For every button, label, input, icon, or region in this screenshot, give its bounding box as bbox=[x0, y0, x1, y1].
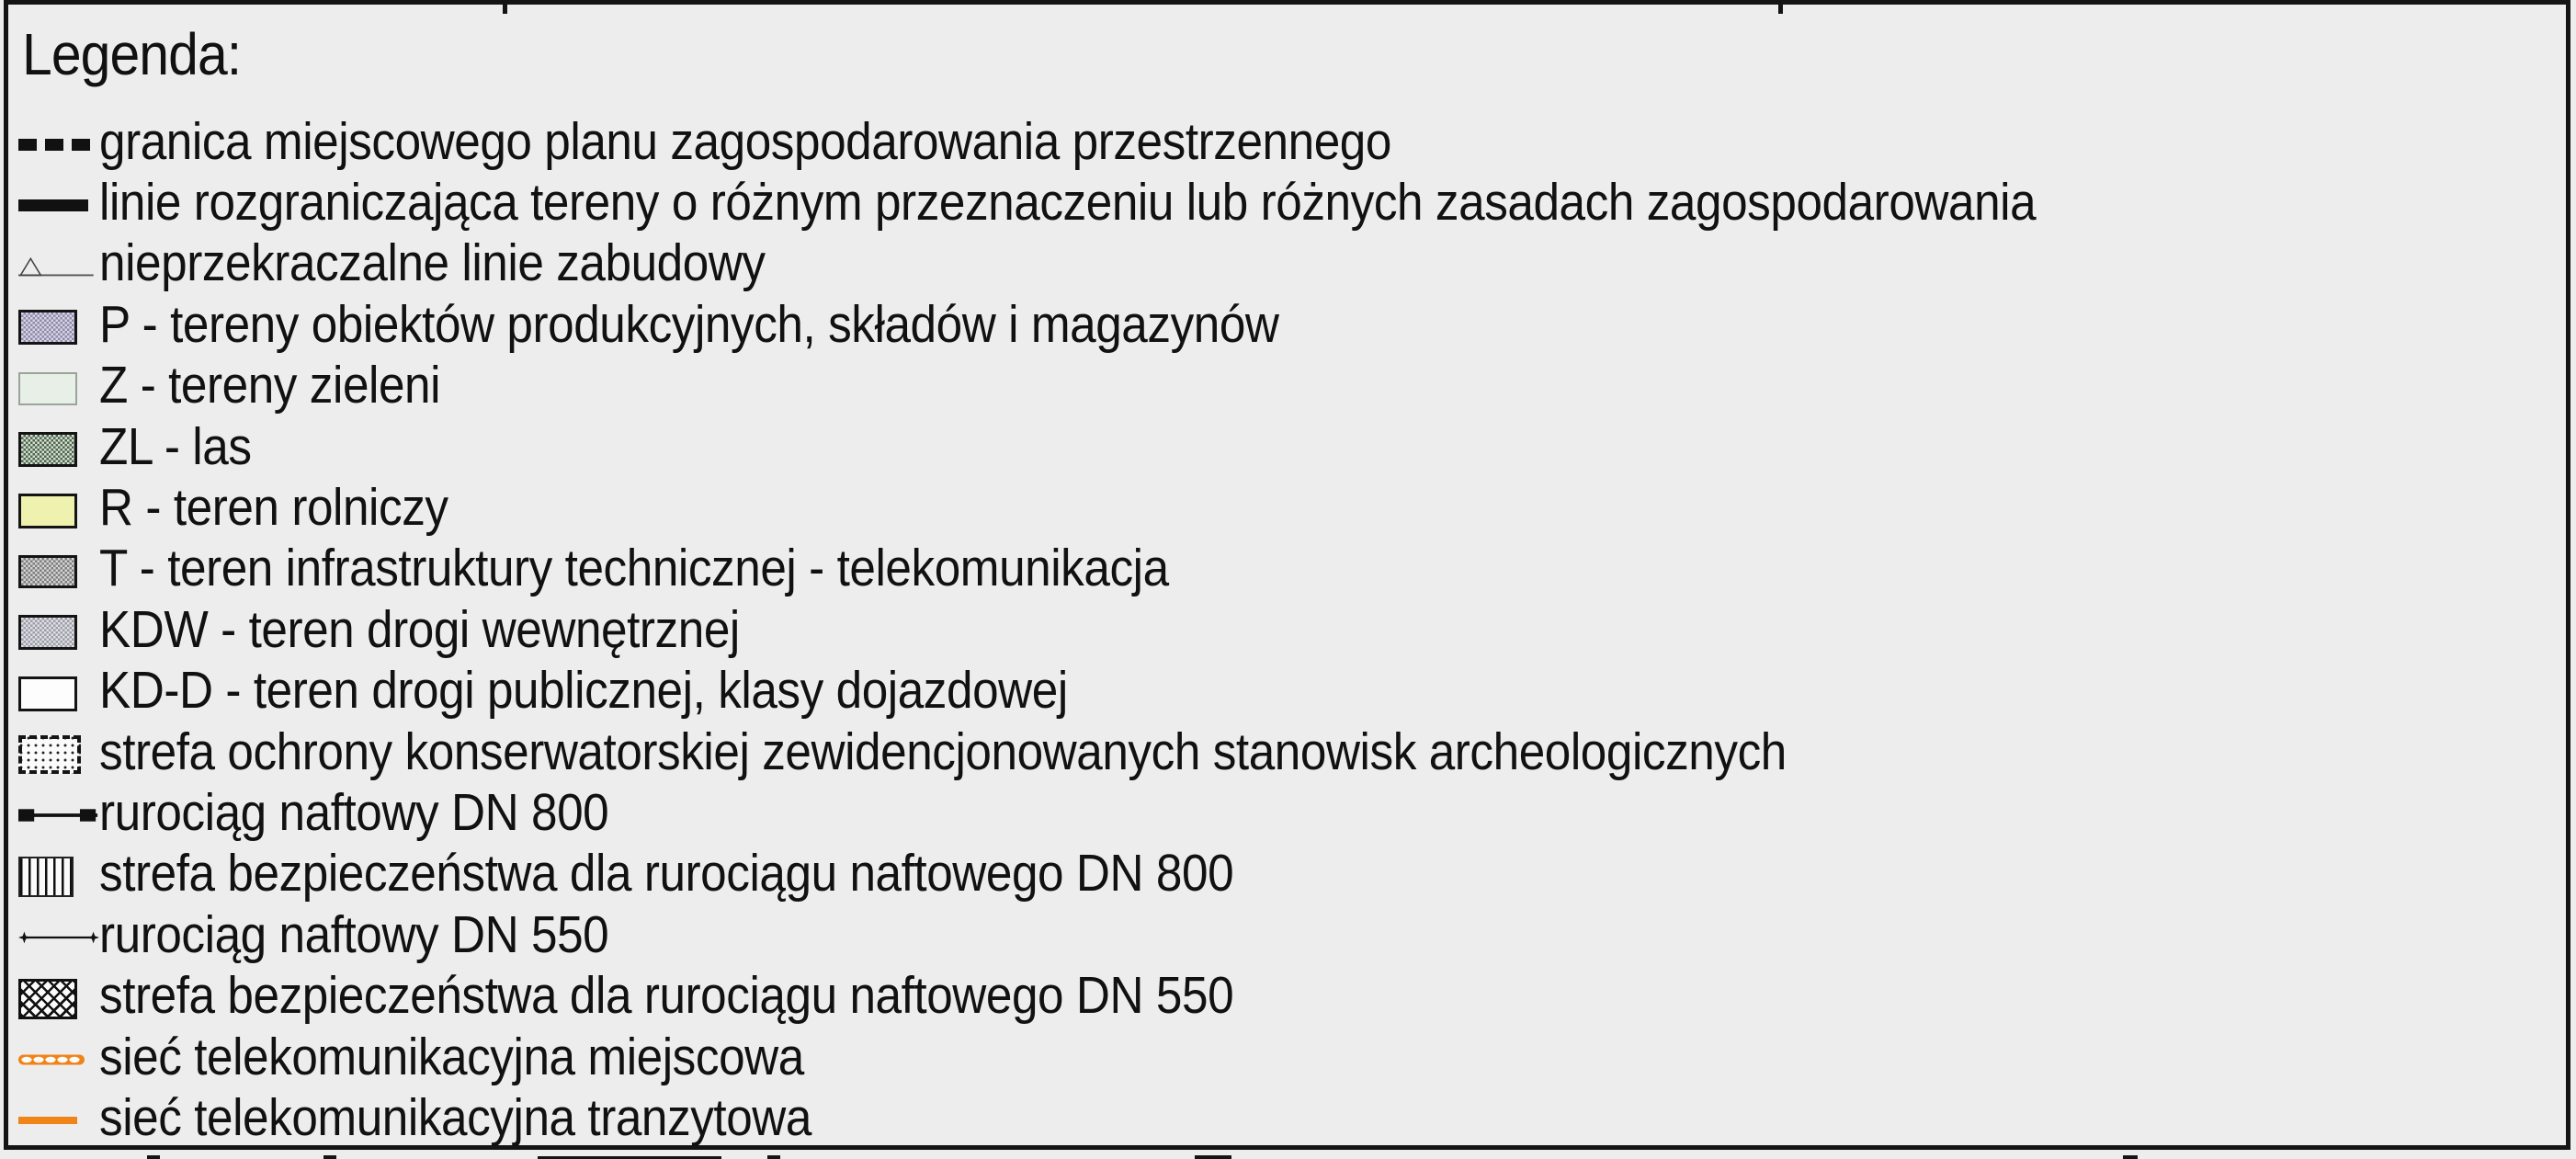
legend-item-archeo-zone bbox=[18, 724, 2565, 785]
telecom-transit-solid-line-icon bbox=[18, 1117, 77, 1124]
legend-item-t-area bbox=[18, 541, 2565, 602]
t-area-swatch bbox=[18, 555, 77, 588]
legend-item-z-area bbox=[18, 358, 2565, 419]
map-edge-mark bbox=[1195, 1155, 1231, 1159]
legend-item-label: rurociąg naftowy DN 550 bbox=[99, 904, 609, 964]
archeo-zone-swatch bbox=[18, 735, 81, 774]
legend-item-label: strefa bezpieczeństwa dla rurociągu naftowego DN 550 bbox=[99, 966, 1234, 1026]
legend-title: Legenda: bbox=[22, 21, 242, 87]
r-area-swatch bbox=[18, 494, 77, 528]
zl-area-swatch bbox=[18, 432, 77, 467]
map-edge-tick bbox=[1778, 0, 1783, 14]
legend-item-kdw-area bbox=[18, 599, 2565, 663]
legend-item-label: nieprzekraczalne linie zabudowy bbox=[99, 233, 766, 293]
legend-item-label: sieć telekomunikacyjna tranzytowa bbox=[99, 1087, 811, 1147]
legend-item-dn800-safety bbox=[18, 844, 2565, 907]
legend-item-telecom-local bbox=[18, 1029, 2565, 1090]
legend-item-zoning-division bbox=[18, 175, 2565, 235]
map-edge-mark bbox=[767, 1155, 780, 1159]
legend-item-telecom-transit bbox=[18, 1087, 2565, 1151]
legend-item-kdd-area bbox=[18, 661, 2565, 724]
legend-item-label: ZL - las bbox=[99, 416, 252, 476]
legend-item-label: Z - tereny zieleni bbox=[99, 356, 441, 415]
legend-item-label: strefa ochrony konserwatorskiej zewidencjonowanych stanowisk archeologicznych bbox=[99, 722, 1787, 781]
dn550-safety-swatch bbox=[18, 979, 77, 1019]
legend-item-label: KD-D - teren drogi publicznej, klasy dojazdowej bbox=[99, 661, 1068, 721]
legend-item-label: linie rozgraniczająca tereny o różnym przeznaczeniu lub różnych zasadach zagospodarowania bbox=[99, 173, 2037, 233]
pipeline-dn800-line-icon bbox=[18, 806, 99, 824]
telecom-local-dotted-line-icon bbox=[18, 1054, 85, 1065]
legend-item-label: KDW - teren drogi wewnętrznej bbox=[99, 599, 740, 659]
map-edge-mark bbox=[2123, 1155, 2138, 1159]
legend-item-label: sieć telekomunikacyjna miejscowa bbox=[99, 1027, 804, 1086]
legend-item-p-area bbox=[18, 294, 2565, 358]
dn800-safety-swatch bbox=[18, 857, 74, 897]
legend-item-pipeline-dn550 bbox=[18, 904, 2565, 968]
legend-item-label: rurociąg naftowy DN 800 bbox=[99, 782, 609, 842]
map-edge-tick bbox=[503, 0, 507, 14]
map-edge-mark bbox=[147, 1155, 160, 1159]
legend-item-pipeline-dn800 bbox=[18, 782, 2565, 846]
plan-boundary-dashed-line-icon bbox=[18, 139, 90, 151]
z-area-swatch bbox=[18, 372, 77, 405]
legend-item-zl-area bbox=[18, 416, 2565, 480]
legend-item-label: T - teren infrastruktury technicznej - telekomunikacja bbox=[99, 539, 1169, 598]
legend-items bbox=[18, 111, 2565, 1152]
kdd-area-swatch bbox=[18, 676, 77, 711]
legend-item-label: granica miejscowego planu zagospodarowania przestrzennego bbox=[99, 111, 1391, 171]
legend-item-label: strefa bezpieczeństwa dla rurociągu naftowego DN 800 bbox=[99, 844, 1234, 903]
legend-item-building-limit bbox=[18, 233, 2565, 297]
kdw-area-swatch bbox=[18, 615, 77, 650]
p-area-swatch bbox=[18, 310, 77, 345]
legend-item-label: R - teren rolniczy bbox=[99, 478, 448, 538]
pipeline-dn550-line-icon bbox=[18, 927, 99, 948]
legend-item-label: P - tereny obiektów produkcyjnych, składów i magazynów bbox=[99, 294, 1279, 354]
legend-item-dn550-safety bbox=[18, 968, 2565, 1028]
legend-item-plan-boundary bbox=[18, 111, 2565, 175]
map-edge-mark bbox=[323, 1155, 336, 1159]
zoning-division-solid-line-icon bbox=[18, 199, 88, 211]
building-limit-triangle-line-icon bbox=[18, 250, 99, 283]
legend-item-r-area bbox=[18, 480, 2565, 540]
